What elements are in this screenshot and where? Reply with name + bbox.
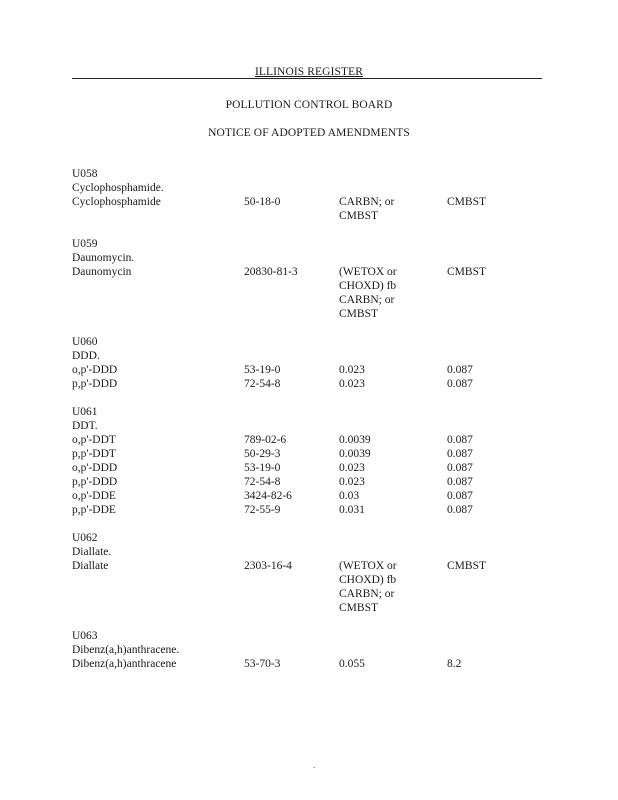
table-row <box>72 363 542 377</box>
register-title: ILLINOIS REGISTER <box>254 66 364 78</box>
nonwastewater-standard: 0.087 <box>447 448 473 460</box>
wastewater-standard-line: CMBST <box>339 210 378 222</box>
wastewater-standard <box>339 447 447 461</box>
table-row <box>72 503 542 517</box>
wastewater-standard-line: CMBST <box>339 602 378 614</box>
wastewater-standard <box>339 377 447 391</box>
wastewater-standard <box>339 433 447 447</box>
table-row <box>72 461 542 475</box>
waste-name: Cyclophosphamide. <box>72 182 164 194</box>
cas-number: 53-70-3 <box>244 658 281 670</box>
wastewater-standard <box>339 657 447 671</box>
cas-number: 72-54-8 <box>244 378 281 390</box>
table-row <box>72 377 542 391</box>
cas-number: 3424-82-6 <box>244 490 292 502</box>
cas-number: 20830-81-3 <box>244 266 298 278</box>
cas-number: 50-18-0 <box>244 196 281 208</box>
waste-code: U059 <box>72 238 98 250</box>
nonwastewater-standard: 8.2 <box>447 658 462 670</box>
constituent-name: p,p'-DDE <box>72 504 116 516</box>
wastewater-standard-line: (WETOX or <box>339 560 397 572</box>
wastewater-standard <box>339 195 447 223</box>
table-row <box>72 559 542 615</box>
constituent-name: Daunomycin <box>72 266 132 278</box>
constituent-name: p,p'-DDD <box>72 378 118 390</box>
wastewater-standard-line: 0.055 <box>339 658 365 670</box>
waste-code: U060 <box>72 336 98 348</box>
wastewater-standard-line: CMBST <box>339 308 378 320</box>
nonwastewater-standard: 0.087 <box>447 378 473 390</box>
wastewater-standard <box>339 559 447 615</box>
wastewater-standard <box>339 265 447 321</box>
constituent-name: Diallate <box>72 560 109 572</box>
wastewater-standard-line: 0.031 <box>339 504 365 516</box>
wastewater-standard-line: 0.023 <box>339 476 365 488</box>
waste-block <box>72 167 542 223</box>
wastewater-standard <box>339 489 447 503</box>
constituent-name: o,p'-DDD <box>72 364 118 376</box>
wastewater-standard <box>339 475 447 489</box>
waste-name: Daunomycin. <box>72 252 135 264</box>
constituent-name: p,p'-DDD <box>72 476 118 488</box>
cas-number: 53-19-0 <box>244 462 281 474</box>
wastewater-standard-line: 0.023 <box>339 364 365 376</box>
waste-code: U058 <box>72 168 98 180</box>
waste-name: Dibenz(a,h)anthracene. <box>72 644 180 656</box>
nonwastewater-standard: CMBST <box>447 196 486 208</box>
wastewater-standard-line: (WETOX or <box>339 266 397 278</box>
wastewater-standard-line: 0.023 <box>339 462 365 474</box>
cas-number: 789-02-6 <box>244 434 287 446</box>
table-row <box>72 195 542 223</box>
waste-block <box>72 531 542 615</box>
nonwastewater-standard: 0.087 <box>447 462 473 474</box>
wastewater-standard <box>339 461 447 475</box>
wastewater-standard-line: CHOXD) fb <box>339 280 397 292</box>
constituent-name: p,p'-DDT <box>72 448 116 460</box>
waste-name: DDT. <box>72 420 98 432</box>
constituent-name: Dibenz(a,h)anthracene <box>72 658 177 670</box>
cas-number: 2303-16-4 <box>244 560 292 572</box>
nonwastewater-standard: 0.087 <box>447 476 473 488</box>
wastewater-standard-line: 0.0039 <box>339 434 371 446</box>
nonwastewater-standard: 0.087 <box>447 490 473 502</box>
table-row <box>72 657 542 671</box>
wastewater-standard-line: 0.03 <box>339 490 360 502</box>
waste-block <box>72 405 542 517</box>
nonwastewater-standard: CMBST <box>447 560 486 572</box>
board-title: POLLUTION CONTROL BOARD <box>225 99 393 111</box>
wastewater-standard-line: CHOXD) fb <box>339 574 397 586</box>
nonwastewater-standard: CMBST <box>447 266 486 278</box>
constituent-name: o,p'-DDT <box>72 434 116 446</box>
wastewater-standard <box>339 503 447 517</box>
nonwastewater-standard: 0.087 <box>447 504 473 516</box>
waste-name: Diallate. <box>72 546 112 558</box>
wastewater-standard-line: 0.023 <box>339 378 365 390</box>
waste-code-table <box>72 167 542 685</box>
cas-number: 53-19-0 <box>244 364 281 376</box>
waste-name: DDD. <box>72 350 100 362</box>
cas-number: 50-29-3 <box>244 448 281 460</box>
waste-block <box>72 237 542 321</box>
wastewater-standard <box>339 363 447 377</box>
table-row <box>72 265 542 321</box>
cas-number: 72-54-8 <box>244 476 281 488</box>
notice-title: NOTICE OF ADOPTED AMENDMENTS <box>208 127 410 139</box>
table-row <box>72 447 542 461</box>
wastewater-standard-line: CARBN; or <box>339 196 395 208</box>
wastewater-standard-line: CARBN; or <box>339 588 395 600</box>
table-row <box>72 489 542 503</box>
constituent-name: Cyclophosphamide <box>72 196 161 208</box>
page-mark: . <box>313 760 316 770</box>
wastewater-standard-line: 0.0039 <box>339 448 371 460</box>
constituent-name: o,p'-DDE <box>72 490 116 502</box>
wastewater-standard-line: CARBN; or <box>339 294 395 306</box>
table-row <box>72 433 542 447</box>
constituent-name: o,p'-DDD <box>72 462 118 474</box>
cas-number: 72-55-9 <box>244 504 281 516</box>
table-row <box>72 475 542 489</box>
waste-code: U061 <box>72 406 98 418</box>
waste-block <box>72 629 542 671</box>
waste-code: U063 <box>72 630 98 642</box>
nonwastewater-standard: 0.087 <box>447 364 473 376</box>
waste-block <box>72 335 542 391</box>
waste-code: U062 <box>72 532 98 544</box>
nonwastewater-standard: 0.087 <box>447 434 473 446</box>
header-rule <box>72 78 542 79</box>
